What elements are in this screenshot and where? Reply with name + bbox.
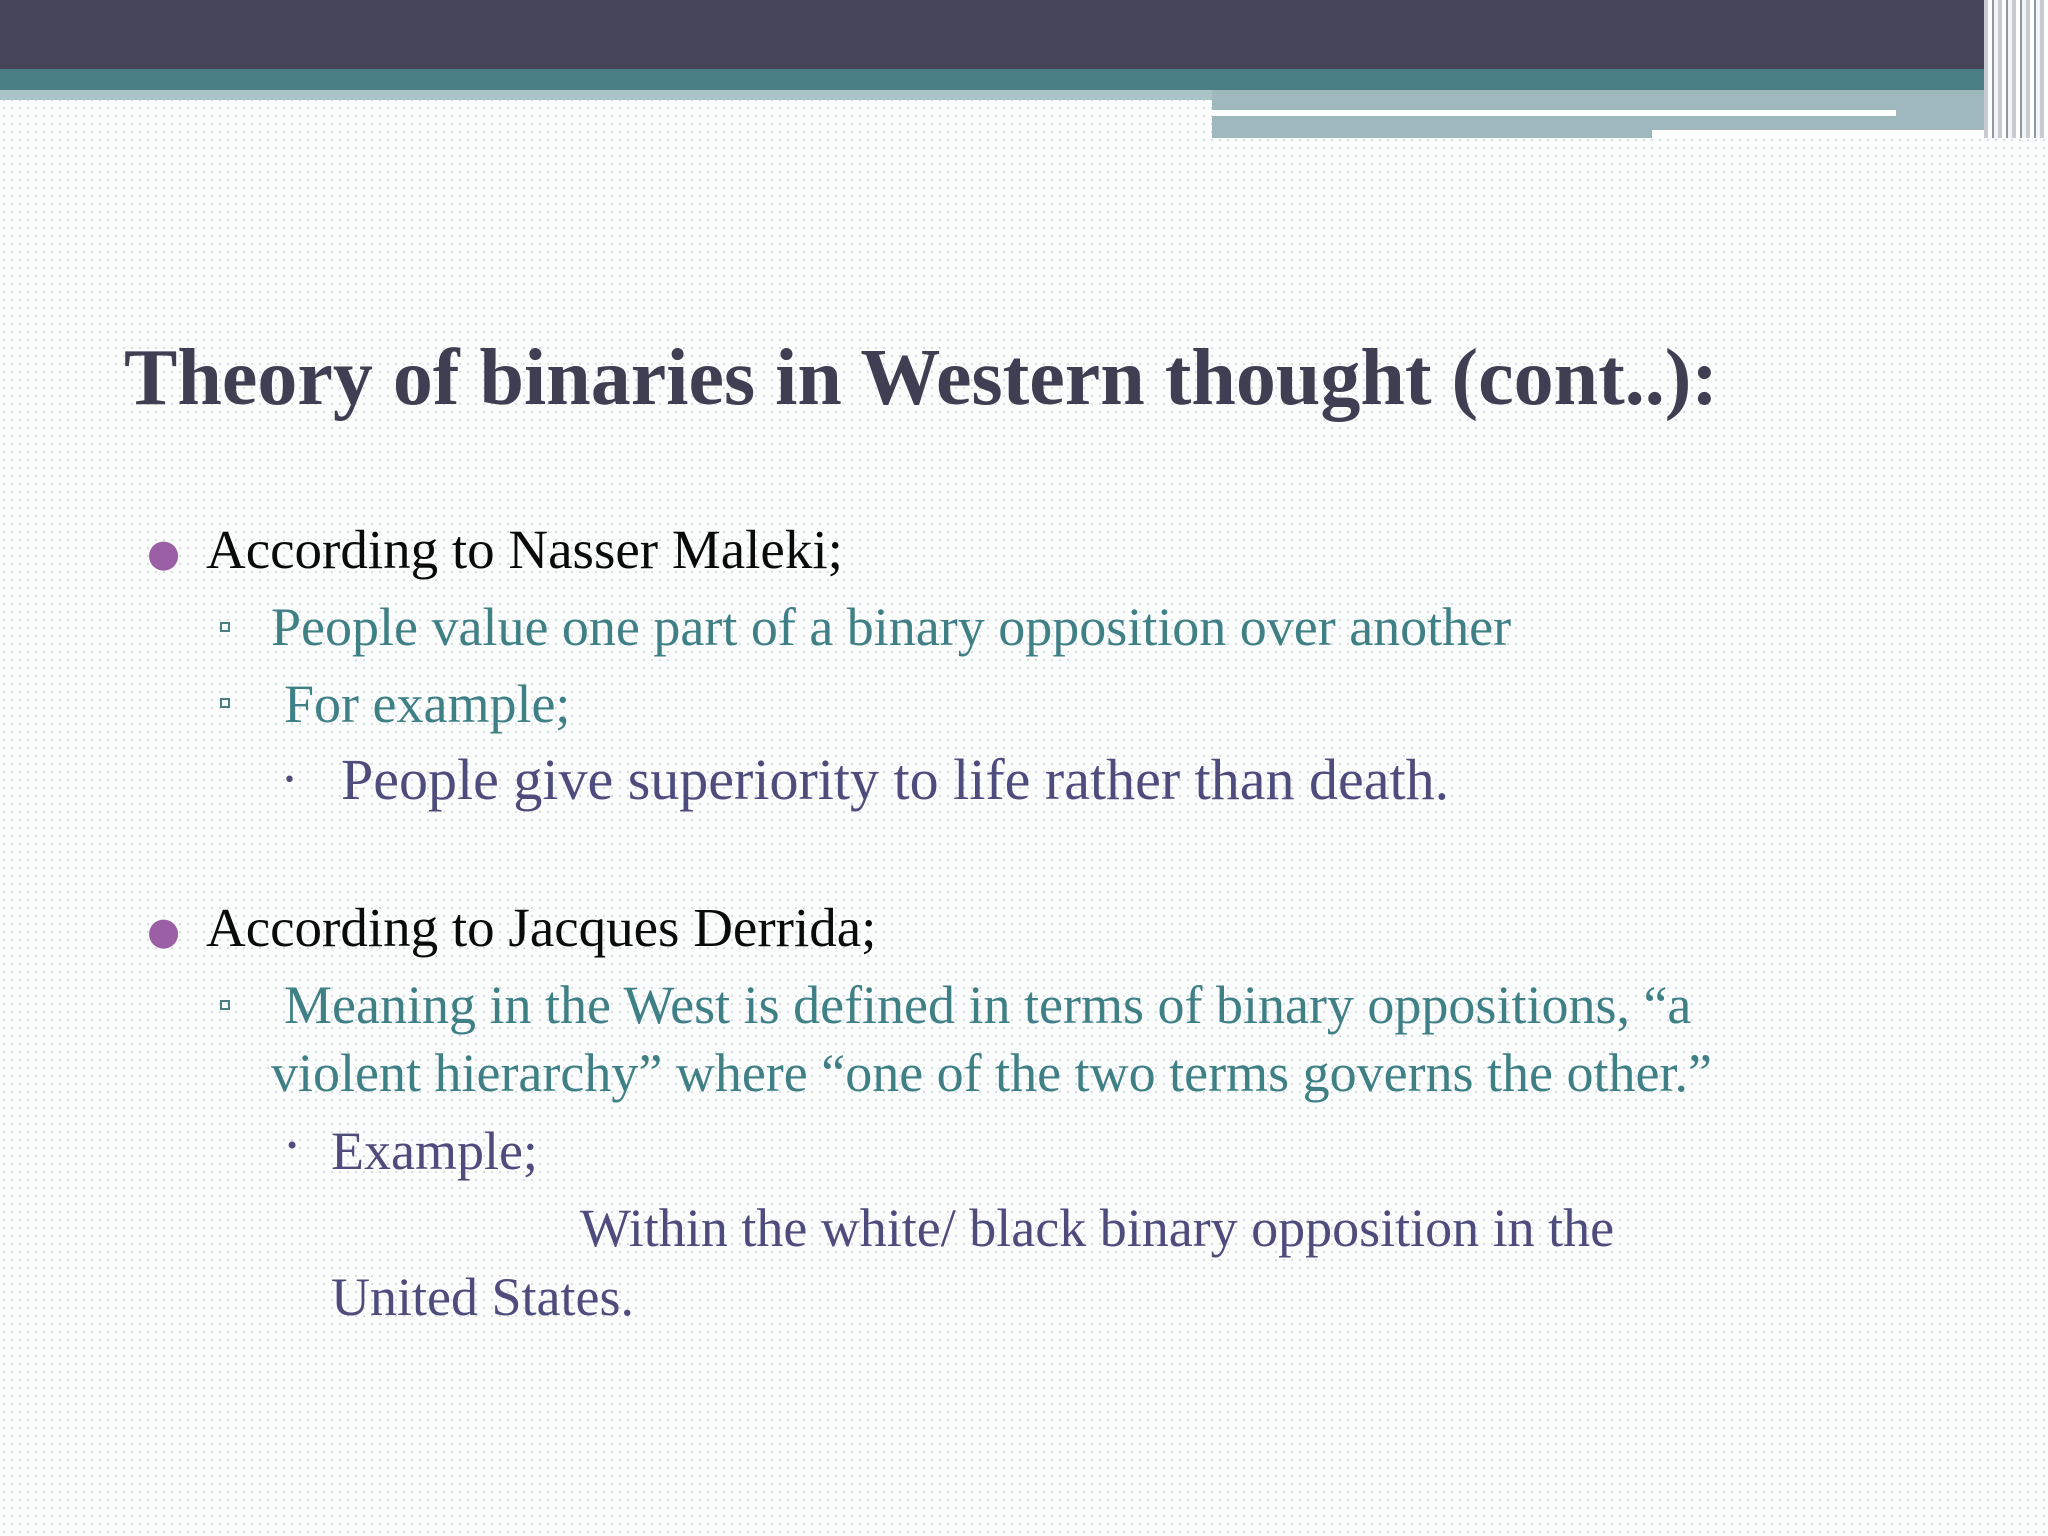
level2-bullet-icon bbox=[220, 698, 230, 708]
bullet-point-line: Meaning in the West is defined in terms of binary oppositions, “a bbox=[284, 975, 1692, 1035]
header-dark-band bbox=[0, 0, 2048, 69]
level3-bullet-icon: • bbox=[283, 768, 296, 793]
level2-bullet-icon bbox=[220, 622, 230, 632]
header-light-stripe bbox=[0, 90, 1212, 100]
slide-title: Theory of binaries in Western thought (cont..): bbox=[124, 334, 1719, 422]
sub-bullet-point: People give superiority to life rather than death. bbox=[341, 747, 1450, 812]
example-text-line: United States. bbox=[331, 1267, 634, 1327]
bullet-point: People value one part of a binary opposition over another bbox=[271, 597, 1512, 657]
header-accent-line bbox=[1212, 110, 1896, 116]
level1-bullet-icon: ● bbox=[147, 909, 181, 953]
bullet-point-line: violent hierarchy” where “one of the two terms governs the other.” bbox=[271, 1043, 1712, 1103]
sub-bullet-point: Example; bbox=[331, 1121, 538, 1181]
level3-bullet-icon: • bbox=[285, 1132, 300, 1160]
header-accent-line bbox=[1652, 130, 2012, 138]
bullet-point: For example; bbox=[284, 674, 571, 734]
header-corner-stripes bbox=[1984, 0, 2048, 138]
level1-bullet-icon: ● bbox=[147, 531, 181, 575]
level2-bullet-icon bbox=[220, 1000, 230, 1010]
section-heading: According to Nasser Maleki; bbox=[206, 519, 843, 580]
section-heading: According to Jacques Derrida; bbox=[206, 897, 877, 958]
example-text-line: Within the white/ black binary opposition in the bbox=[580, 1198, 1615, 1258]
header-teal-band bbox=[0, 69, 2048, 90]
